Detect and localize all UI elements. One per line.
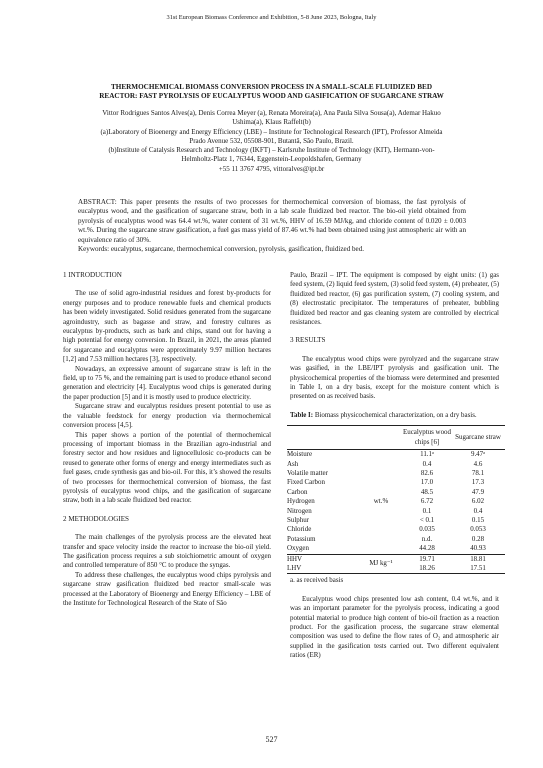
row-label: Potassium xyxy=(287,534,316,543)
sugarcane-value: 6.02 xyxy=(471,497,485,506)
sugarcane-value: 0.4 xyxy=(473,506,483,515)
eucalyptus-value: n.d. xyxy=(421,534,433,543)
biomass-table xyxy=(287,425,505,574)
affiliation-b-line-2: Helmholtz-Platz 1, 76344, Eggenstein-Leopoldshafen, Germany xyxy=(181,155,362,164)
table-caption xyxy=(290,411,499,420)
table-body xyxy=(287,450,505,574)
results-paragraph-2: Eucalyptus wood chips presented low ash content, 0.4 wt.%, and it was an important parameter for the pyrolysis process, indicating a good potential material to produce high content of bio-oil fraction as a reaction product. For the gasification process, the sugarcane straw elemental composition was used to define the flow rates of O₂ and atmospheric air supplied in the gasification tests carried out. Two different equivalent ratios (ER) xyxy=(290,594,499,660)
unit-cell xyxy=(359,478,403,487)
affiliation-a-line-1: (a)Laboratory of Bioenergy and Energy Efficiency (LBE) – Institute for Technological Research (IPT), Professor Almeida xyxy=(100,127,443,136)
table-header-sugarcane: Sugarcane straw xyxy=(455,432,501,441)
unit-cell xyxy=(359,525,403,534)
sugarcane-value: 47.9 xyxy=(471,487,485,496)
table-row xyxy=(287,525,505,534)
sugarcane-value: 0.15 xyxy=(471,515,485,524)
unit-cell xyxy=(359,507,403,516)
results-paragraph-1: The eucalyptus wood chips were pyrolyzed and the sugarcane straw was gasified, in the LBE/IPT pyrolysis and gasification unit. The physicochemical properties of the biomass were determined and presented in Table I, on a dry basis, except for the moisture content which is presented on as received basis. xyxy=(290,354,499,401)
sugarcane-value: 0.053 xyxy=(470,525,486,534)
table-row xyxy=(287,535,505,544)
intro-paragraph-3: Sugarcane straw and eucalyptus residues present potential to use as the valuable feedstock for energy production via thermochemical conversion process [4,5]. xyxy=(63,402,271,430)
affiliation-a-line-2: Prado Avenue 532, 05508-901, Butantã, São Paulo, Brazil. xyxy=(189,136,354,145)
row-label: Moisture xyxy=(287,450,313,459)
methods-paragraph-1: The main challenges of the pyrolysis process are the elevated heat transfer and space velocity inside the reactor to increase the bio-oil yield. The gasification process requires a sub stoichiometric amount of oxygen and controlled temperature of 850 °C to produce the syngas. xyxy=(63,533,271,570)
unit-cell xyxy=(359,488,403,497)
table-row xyxy=(287,516,505,525)
row-label: LHV xyxy=(287,563,302,572)
row-label: HHV xyxy=(287,554,303,563)
row-label: Hydrogen xyxy=(287,497,315,506)
sugarcane-value: 4.6 xyxy=(473,459,483,468)
sugarcane-value: 18.81 xyxy=(470,554,486,563)
table-row xyxy=(287,488,505,497)
unit-mj-per-kg: MJ kg⁻¹ xyxy=(369,559,393,568)
table-row xyxy=(287,460,505,469)
table-row xyxy=(287,478,505,487)
eucalyptus-value: 48.5 xyxy=(420,487,434,496)
sugarcane-value: 17.51 xyxy=(470,563,486,572)
authors-line-2: Ushima(a), Klaus Raffelt(b) xyxy=(232,118,311,127)
table-caption-label: Table I: xyxy=(290,410,314,419)
page-number: 527 xyxy=(265,735,278,744)
authors-line-1: Vittor Rodrigues Santos Alves(a), Denis Correa Meyer (a), Renata Moreira(a), Ana Paula Silva Sousa(a), Ademar Hakuo xyxy=(102,109,441,117)
contact-line: +55 11 3767 4795, vittoralves@ipt.br xyxy=(218,164,325,173)
methods-paragraph-2: To address these challenges, the eucalyptus wood chips pyrolysis and sugarcane straw gasification fluidized bed reactor small-scale was processed at the Laboratory of Bioenergy and Energy Efficiency – LBE of the Institute for Technological Research of the State of São xyxy=(63,570,271,607)
eucalyptus-value: < 0.1 xyxy=(419,515,435,524)
table-row xyxy=(287,544,505,554)
title-line-2: REACTOR: FAST PYROLYSIS OF EUCALYPTUS WOOD AND GASIFICATION OF SUGARCANE STRAW xyxy=(99,92,444,101)
methodologies-heading: 2 METHODOLOGIES xyxy=(63,514,130,523)
eucalyptus-value: 19.71 xyxy=(419,554,435,563)
sugarcane-value: 17.3 xyxy=(471,478,485,487)
table-row xyxy=(287,554,505,564)
sugarcane-value: 9.47ᵃ xyxy=(470,450,486,459)
eucalyptus-value: 0.1 xyxy=(422,506,432,515)
row-label: Ash xyxy=(287,459,299,468)
sugarcane-value: 78.1 xyxy=(471,468,485,477)
keywords: Keywords: eucalyptus, sugarcane, thermochemical conversion, pyrolysis, gasification, fluidized bed. xyxy=(78,245,365,254)
table-footnote: a. as received basis xyxy=(290,576,344,585)
affiliation-b-line-1: (b)Institute of Catalysis Research and Technology (IKFT) – Karlsruhe Institute of Technology (KIT), Hermann-von- xyxy=(108,146,435,155)
introduction-heading: 1 INTRODUCTION xyxy=(63,271,122,279)
eucalyptus-value: 18.26 xyxy=(419,563,435,572)
abstract-text: ABSTRACT: This paper presents the results of two processes for thermochemical conversion of biomass, the fast pyrolysis of eucalyptus wood, and the gasification of sugarcane straw, both in a lab scale fluidized bed reactor. The bio-oil yield obtained from pyrolysis of eucalyptus wood was 64.4 wt.%, water content of 31 wt.%, HHV of 16.59 MJ/kg, and chloride content of 0.020 ± 0.003 wt.%. During the sugarcane straw gasification, a fuel gas mass yield of 87.46 wt.% had been obtained using just atmospheric air with an equivalence ratio of 30%. xyxy=(78,198,466,244)
right-column xyxy=(287,271,501,661)
table-row xyxy=(287,450,505,460)
table-row xyxy=(287,507,505,516)
eucalyptus-value: 17.0 xyxy=(420,478,434,487)
unit-cell xyxy=(359,469,403,478)
sugarcane-value: 0.28 xyxy=(471,534,485,543)
unit-wt-percent: wt.% xyxy=(373,497,389,506)
eucalyptus-value: 6.72 xyxy=(420,497,434,506)
conference-header: 31st European Biomass Conference and Exhibition, 5-8 June 2023, Bologna, Italy xyxy=(166,14,377,21)
eucalyptus-value: 11.1ᵃ xyxy=(420,450,434,459)
intro-paragraph-1: The use of solid agro-industrial residues and forest by-products for energy purposes and to produce renewable fuels and chemical products has been widely investigated. Solid residues generated from the sugarcane agroindustry, such as bagasse and straw, and forestry cultures as eucalyptus by-products, such as bark and chips, stand out for having a high potential for energy conversion. In Brazil, in 2021, the areas planted for sugarcane and eucalyptus were approximately 9.97 million hectares [1,2] and 7.53 million hectares [3], respectively. xyxy=(63,289,271,364)
abstract xyxy=(78,198,466,254)
table-header-eucalyptus: Eucalyptus wood chips [6] xyxy=(403,428,451,446)
eucalyptus-value: 0.4 xyxy=(422,459,432,468)
eucalyptus-value: 44.28 xyxy=(419,544,435,553)
unit-cell xyxy=(359,460,403,469)
intro-paragraph-2: Nowadays, an expressive amount of sugarcane straw is left in the field, up to 75 %, and the remaining part is used to produce ethanol second generation and electricity [4]. Eucalyptus wood chips is generated during the paper production [5] and it is mostly used to produce electricity. xyxy=(63,364,271,401)
row-label: Volatile matter xyxy=(287,468,328,477)
unit-cell xyxy=(359,544,403,554)
left-column xyxy=(63,271,271,608)
row-label: Chloride xyxy=(287,525,312,534)
sugarcane-value: 40.93 xyxy=(470,544,486,553)
unit-cell xyxy=(359,535,403,544)
row-label: Oxygen xyxy=(287,544,309,553)
table-caption-text: Biomass physicochemical characterization, on a dry basis. xyxy=(313,410,477,419)
row-label: Carbon xyxy=(287,487,308,496)
title-line-1: THERMOCHEMICAL BIOMASS CONVERSION PROCESS IN A SMALL-SCALE FLUIDIZED BED xyxy=(110,83,433,91)
intro-paragraph-4: This paper shows a portion of the potential of thermochemical processing of important biomass in the Brazilian agro-industrial and forestry sector and how residues and lignocellulosic co-products can be reused to generate other forms of energy and energy intermediates such as fuel gases, crude synthesis gas and bio-oil. For this, it’s showed the results of two processes for thermochemical conversion of biomass, the fast pyrolysis of eucalyptus wood chips, and the gasification of sugarcane straw, both in a lab scale fluidized bed reactor. xyxy=(63,430,271,505)
table-row xyxy=(287,469,505,478)
table-row xyxy=(287,497,505,506)
eucalyptus-value: 82.6 xyxy=(420,468,434,477)
row-label: Fixed Carbon xyxy=(287,478,325,487)
authors-block xyxy=(50,109,493,174)
row-label: Sulphur xyxy=(287,515,309,524)
row-label: Nitrogen xyxy=(287,506,312,515)
unit-cell xyxy=(359,516,403,525)
paper-title xyxy=(50,83,493,101)
results-heading: 3 RESULTS xyxy=(290,336,326,345)
methods-continuation: Paulo, Brazil – IPT. The equipment is composed by eight units: (1) gas feed system, (2) liquid feed system, (3) solid feed system, (4) preheater, (5) fluidized bed reactor, (6) gas purification system, (7) cooling system, and (8) electrostatic precipitator. The temperatures of preheater, bubbling fluidized bed reactor and gas cleaning system are controlled by electrical resistances. xyxy=(290,271,499,327)
unit-cell xyxy=(359,450,403,460)
eucalyptus-value: 0.035 xyxy=(419,525,435,534)
